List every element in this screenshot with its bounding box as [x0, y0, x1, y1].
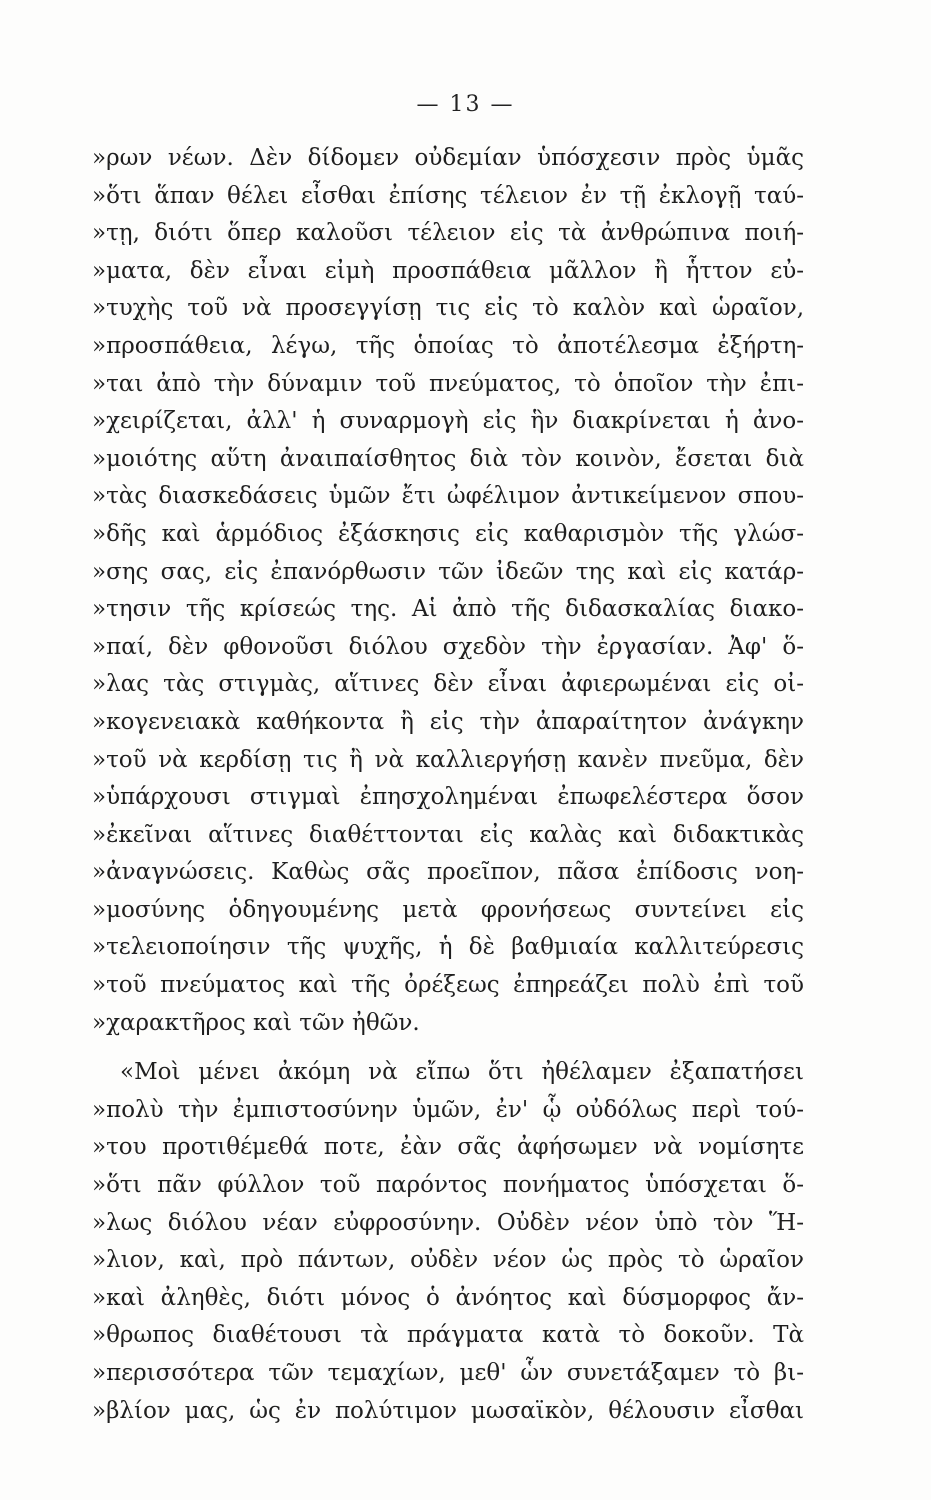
text-line: »κογενειακὰ καθήκοντα ἢ εἰς τὴν ἀπαραίτητον ἀνάγκην: [92, 708, 804, 735]
text-line: »τῃ, διότι ὅπερ καλοῦσι τέλειον εἰς τὰ ἀνθρώπινα ποιή-: [92, 220, 804, 247]
text-line: »μοιότης αὕτη ἀναιπαίσθητος διὰ τὸν κοινὸν, ἔσεται διὰ: [92, 445, 804, 472]
text-line: »βλίον μας, ὡς ἐν πολύτιμον μωσαϊκὸν, θέλουσιν εἶσθαι: [92, 1397, 804, 1424]
text-line: »ἐκεῖναι αἵτινες διαθέττονται εἰς καλὰς καὶ διδακτικὰς: [92, 821, 804, 848]
text-line: »ὅτι ἅπαν θέλει εἶσθαι ἐπίσης τέλειον ἐν τῇ ἐκλογῇ ταύ-: [92, 182, 804, 209]
text-body: [92, 140, 804, 1430]
text-line: »πολὺ τὴν ἐμπιστοσύνην ὑμῶν, ἐν' ᾧ οὐδόλως περὶ τού-: [92, 1096, 804, 1123]
text-line: »περισσότερα τῶν τεμαχίων, μεθ' ὧν συνετάξαμεν τὸ βι-: [92, 1360, 804, 1386]
text-line: »τοῦ νὰ κερδίσῃ τις ἢ νὰ καλλιεργήσῃ κανὲν πνεῦμα, δὲν: [92, 746, 804, 773]
text-line: »λιον, καὶ, πρὸ πάντων, οὐδὲν νέον ὡς πρὸς τὸ ὡραῖον: [92, 1247, 804, 1274]
text-line: »δῆς καὶ ἁρμόδιος ἐξάσκησις εἰς καθαρισμὸν τῆς γλώσ-: [92, 520, 804, 547]
text-line: »ται ἀπὸ τὴν δύναμιν τοῦ πνεύματος, τὸ ὁποῖον τὴν ἐπι-: [92, 370, 804, 397]
text-line: »καὶ ἀληθὲς, διότι μόνος ὁ ἀνόητος καὶ δύσμορφος ἄν-: [92, 1284, 804, 1311]
text-line: »ματα, δὲν εἶναι εἰμὴ προσπάθεια μᾶλλον ἢ ἧττον εὐ-: [92, 257, 804, 284]
text-line: »προσπάθεια, λέγω, τῆς ὁποίας τὸ ἀποτέλεσμα ἐξήρτη-: [92, 332, 804, 359]
paragraph-gap: [92, 1042, 804, 1054]
text-line: »λας τὰς στιγμὰς, αἵτινες δὲν εἶναι ἀφιερωμέναι εἰς οἰ-: [92, 671, 804, 698]
text-line: »ρων νέων. Δὲν δίδομεν οὐδεμίαν ὑπόσχεσιν πρὸς ὑμᾶς: [92, 145, 804, 171]
text-line: »ὅτι πᾶν φύλλον τοῦ παρόντος πονήματος ὑπόσχεται ὅ-: [92, 1172, 804, 1199]
text-line: »τοῦ πνεύματος καὶ τῆς ὀρέξεως ἐπηρεάζει πολὺ ἐπὶ τοῦ: [92, 972, 804, 999]
paragraph-1: [92, 140, 804, 1042]
page-number: — 13 —: [416, 92, 515, 117]
text-line: »τελειοποίησιν τῆς ψυχῆς, ἡ δὲ βαθμιαία καλλιτεύρεσις: [92, 934, 804, 961]
text-line: »τησιν τῆς κρίσεώς της. Αἱ ἀπὸ τῆς διδασκαλίας διακο-: [92, 596, 804, 623]
text-line: »ἀναγνώσεις. Καθὼς σᾶς προεῖπον, πᾶσα ἐπίδοσις νοη-: [92, 859, 804, 886]
text-line: »χαρακτῆρος καὶ τῶν ἠθῶν.: [92, 1009, 420, 1036]
text-line: »μοσύνης ὁδηγουμένης μετὰ φρονήσεως συντείνει εἰς: [92, 896, 804, 923]
text-line: »λως διόλου νέαν εὐφροσύνην. Οὐδὲν νέον ὑπὸ τὸν Ἥ-: [92, 1209, 804, 1236]
text-line: «Μοὶ μένει ἀκόμη νὰ εἴπω ὅτι ἠθέλαμεν ἐξαπατήσει: [120, 1059, 804, 1086]
text-line: »τυχὴς τοῦ νὰ προσεγγίσῃ τις εἰς τὸ καλὸν καὶ ὡραῖον,: [92, 295, 804, 322]
paragraph-2: [92, 1054, 804, 1430]
text-line: »σης σας, εἰς ἐπανόρθωσιν τῶν ἰδεῶν της καὶ εἰς κατάρ-: [92, 558, 804, 585]
text-line: »θρωπος διαθέτουσι τὰ πράγματα κατὰ τὸ δοκοῦν. Τὰ: [92, 1322, 804, 1349]
text-line: »χειρίζεται, ἀλλ' ἡ συναρμογὴ εἰς ἣν διακρίνεται ἡ ἀνο-: [92, 408, 804, 435]
text-line: »ὑπάρχουσι στιγμαὶ ἐπησχολημέναι ἐπωφελέστερα ὅσον: [92, 784, 804, 811]
text-line: »του προτιθέμεθά ποτε, ἐὰν σᾶς ἀφήσωμεν νὰ νομίσητε: [92, 1134, 804, 1161]
text-line: »τὰς διασκεδάσεις ὑμῶν ἔτι ὠφέλιμον ἀντικείμενον σπου-: [92, 483, 804, 510]
text-line: »παί, δὲν φθονοῦσι διόλου σχεδὸν τὴν ἐργασίαν. Ἀφ' ὅ-: [92, 633, 804, 660]
